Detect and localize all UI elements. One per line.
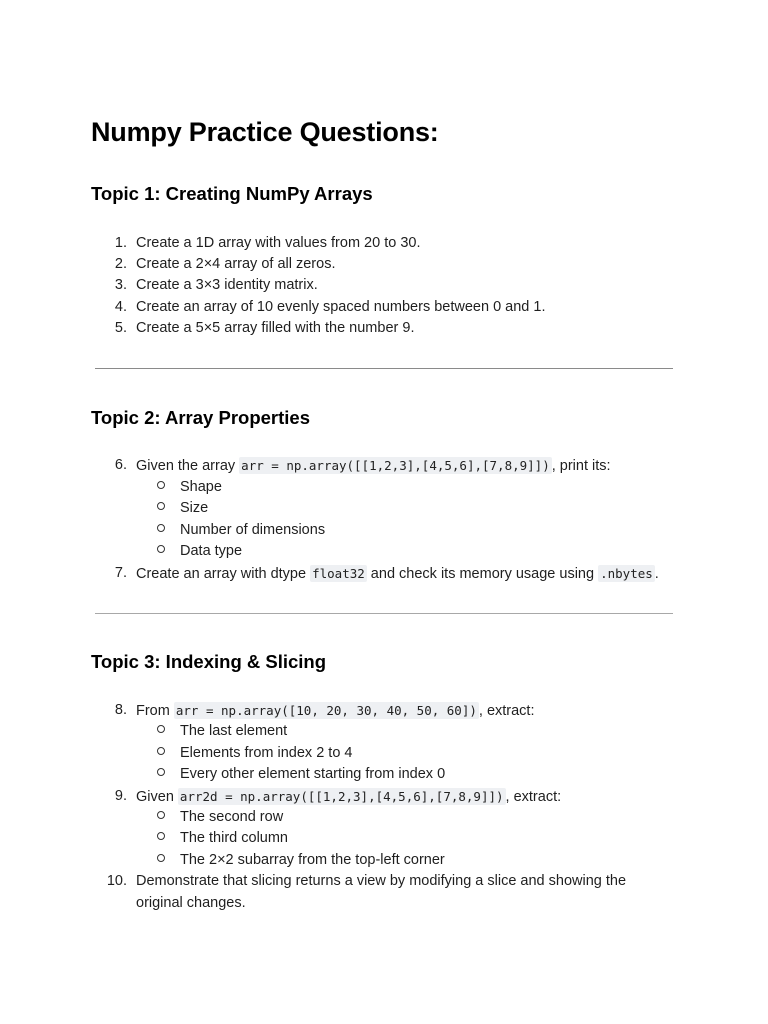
hollow-bullet-icon — [157, 481, 165, 489]
item-text — [136, 871, 676, 914]
sub-list-item — [157, 541, 242, 563]
sub-list-item — [157, 828, 288, 850]
text-segment: . — [654, 566, 659, 582]
code-snippet: float32 — [312, 566, 365, 581]
text-segment: , extract: — [478, 703, 535, 719]
sub-item-text: Size — [180, 500, 209, 516]
item-number: 8. — [114, 702, 127, 718]
sub-item-text: Data type — [180, 543, 243, 559]
item-number: 5. — [114, 320, 127, 336]
item-number: 4. — [114, 299, 127, 315]
text-line: Demonstrate that slicing returns a view by modifying a slice and showing the — [136, 873, 627, 889]
sub-item-text: The second row — [180, 809, 284, 825]
sub-list-item — [157, 850, 445, 872]
item-text: Create an array of 10 evenly spaced numbers between 0 and 1. — [136, 299, 546, 315]
text-segment: Given the array — [136, 458, 240, 474]
sub-item-text: Elements from index 2 to 4 — [180, 745, 353, 761]
hollow-bullet-icon — [157, 854, 165, 862]
item-text: Create a 2×4 array of all zeros. — [136, 256, 336, 272]
code-snippet: arr = np.array([[1,2,3],[4,5,6],[7,8,9]]) — [241, 458, 550, 473]
hollow-bullet-icon — [157, 545, 165, 553]
hollow-bullet-icon — [157, 768, 165, 776]
sub-list-item — [157, 477, 222, 499]
text-segment: From — [136, 703, 174, 719]
sub-item-text: Number of dimensions — [180, 522, 326, 538]
text-segment: , print its: — [551, 458, 611, 474]
hollow-bullet-icon — [157, 502, 165, 510]
item-number: 9. — [114, 788, 127, 804]
topic-1-heading: Topic 1: Creating NumPy Arrays — [91, 183, 373, 204]
sub-list-item — [157, 721, 287, 743]
item-number: 7. — [114, 565, 127, 581]
text-segment: , extract: — [505, 789, 562, 805]
item-text — [136, 455, 676, 478]
item-number: 6. — [114, 457, 127, 473]
item-text: Create a 3×3 identity matrix. — [136, 277, 318, 293]
code-snippet: arr2d = np.array([[1,2,3],[4,5,6],[7,8,9]]) — [179, 789, 504, 804]
item-number: 3. — [114, 277, 127, 293]
item-text: Create a 5×5 array filled with the number 9. — [136, 320, 415, 336]
hollow-bullet-icon — [157, 832, 165, 840]
item-text — [136, 700, 676, 723]
sub-list-item — [157, 764, 445, 786]
item-text: Create a 1D array with values from 20 to 30. — [136, 235, 421, 251]
sub-item-text: The 2×2 subarray from the top-left corner — [180, 852, 445, 868]
sub-list-item — [157, 498, 208, 520]
text-segment: Create an array with dtype — [136, 566, 311, 582]
topic-2-heading: Topic 2: Array Properties — [91, 407, 310, 428]
hollow-bullet-icon — [157, 725, 165, 733]
sub-list-item — [157, 743, 352, 765]
sub-item-text: The last element — [180, 723, 288, 739]
section-divider — [95, 613, 673, 614]
item-number: 10. — [106, 873, 127, 889]
code-snippet: arr = np.array([10, 20, 30, 40, 50, 60]) — [175, 703, 477, 718]
item-text — [136, 786, 676, 809]
sub-list-item — [157, 520, 325, 542]
text-line: original changes. — [136, 894, 246, 911]
section-divider — [95, 368, 673, 369]
item-number: 1. — [114, 235, 127, 251]
sub-item-text: Shape — [180, 479, 222, 495]
sub-item-text: Every other element starting from index 0 — [180, 766, 446, 782]
hollow-bullet-icon — [157, 811, 165, 819]
text-segment: and check its memory usage using — [366, 566, 599, 582]
hollow-bullet-icon — [157, 747, 165, 755]
code-snippet: .nbytes — [600, 566, 653, 581]
text-segment: Given — [136, 789, 178, 805]
sub-item-text: The third column — [180, 830, 288, 846]
item-number: 2. — [114, 256, 127, 272]
topic-3-heading: Topic 3: Indexing & Slicing — [91, 651, 327, 672]
item-text — [136, 563, 676, 586]
sub-list-item — [157, 807, 283, 829]
hollow-bullet-icon — [157, 524, 165, 532]
page-title: Numpy Practice Questions: — [91, 117, 439, 147]
